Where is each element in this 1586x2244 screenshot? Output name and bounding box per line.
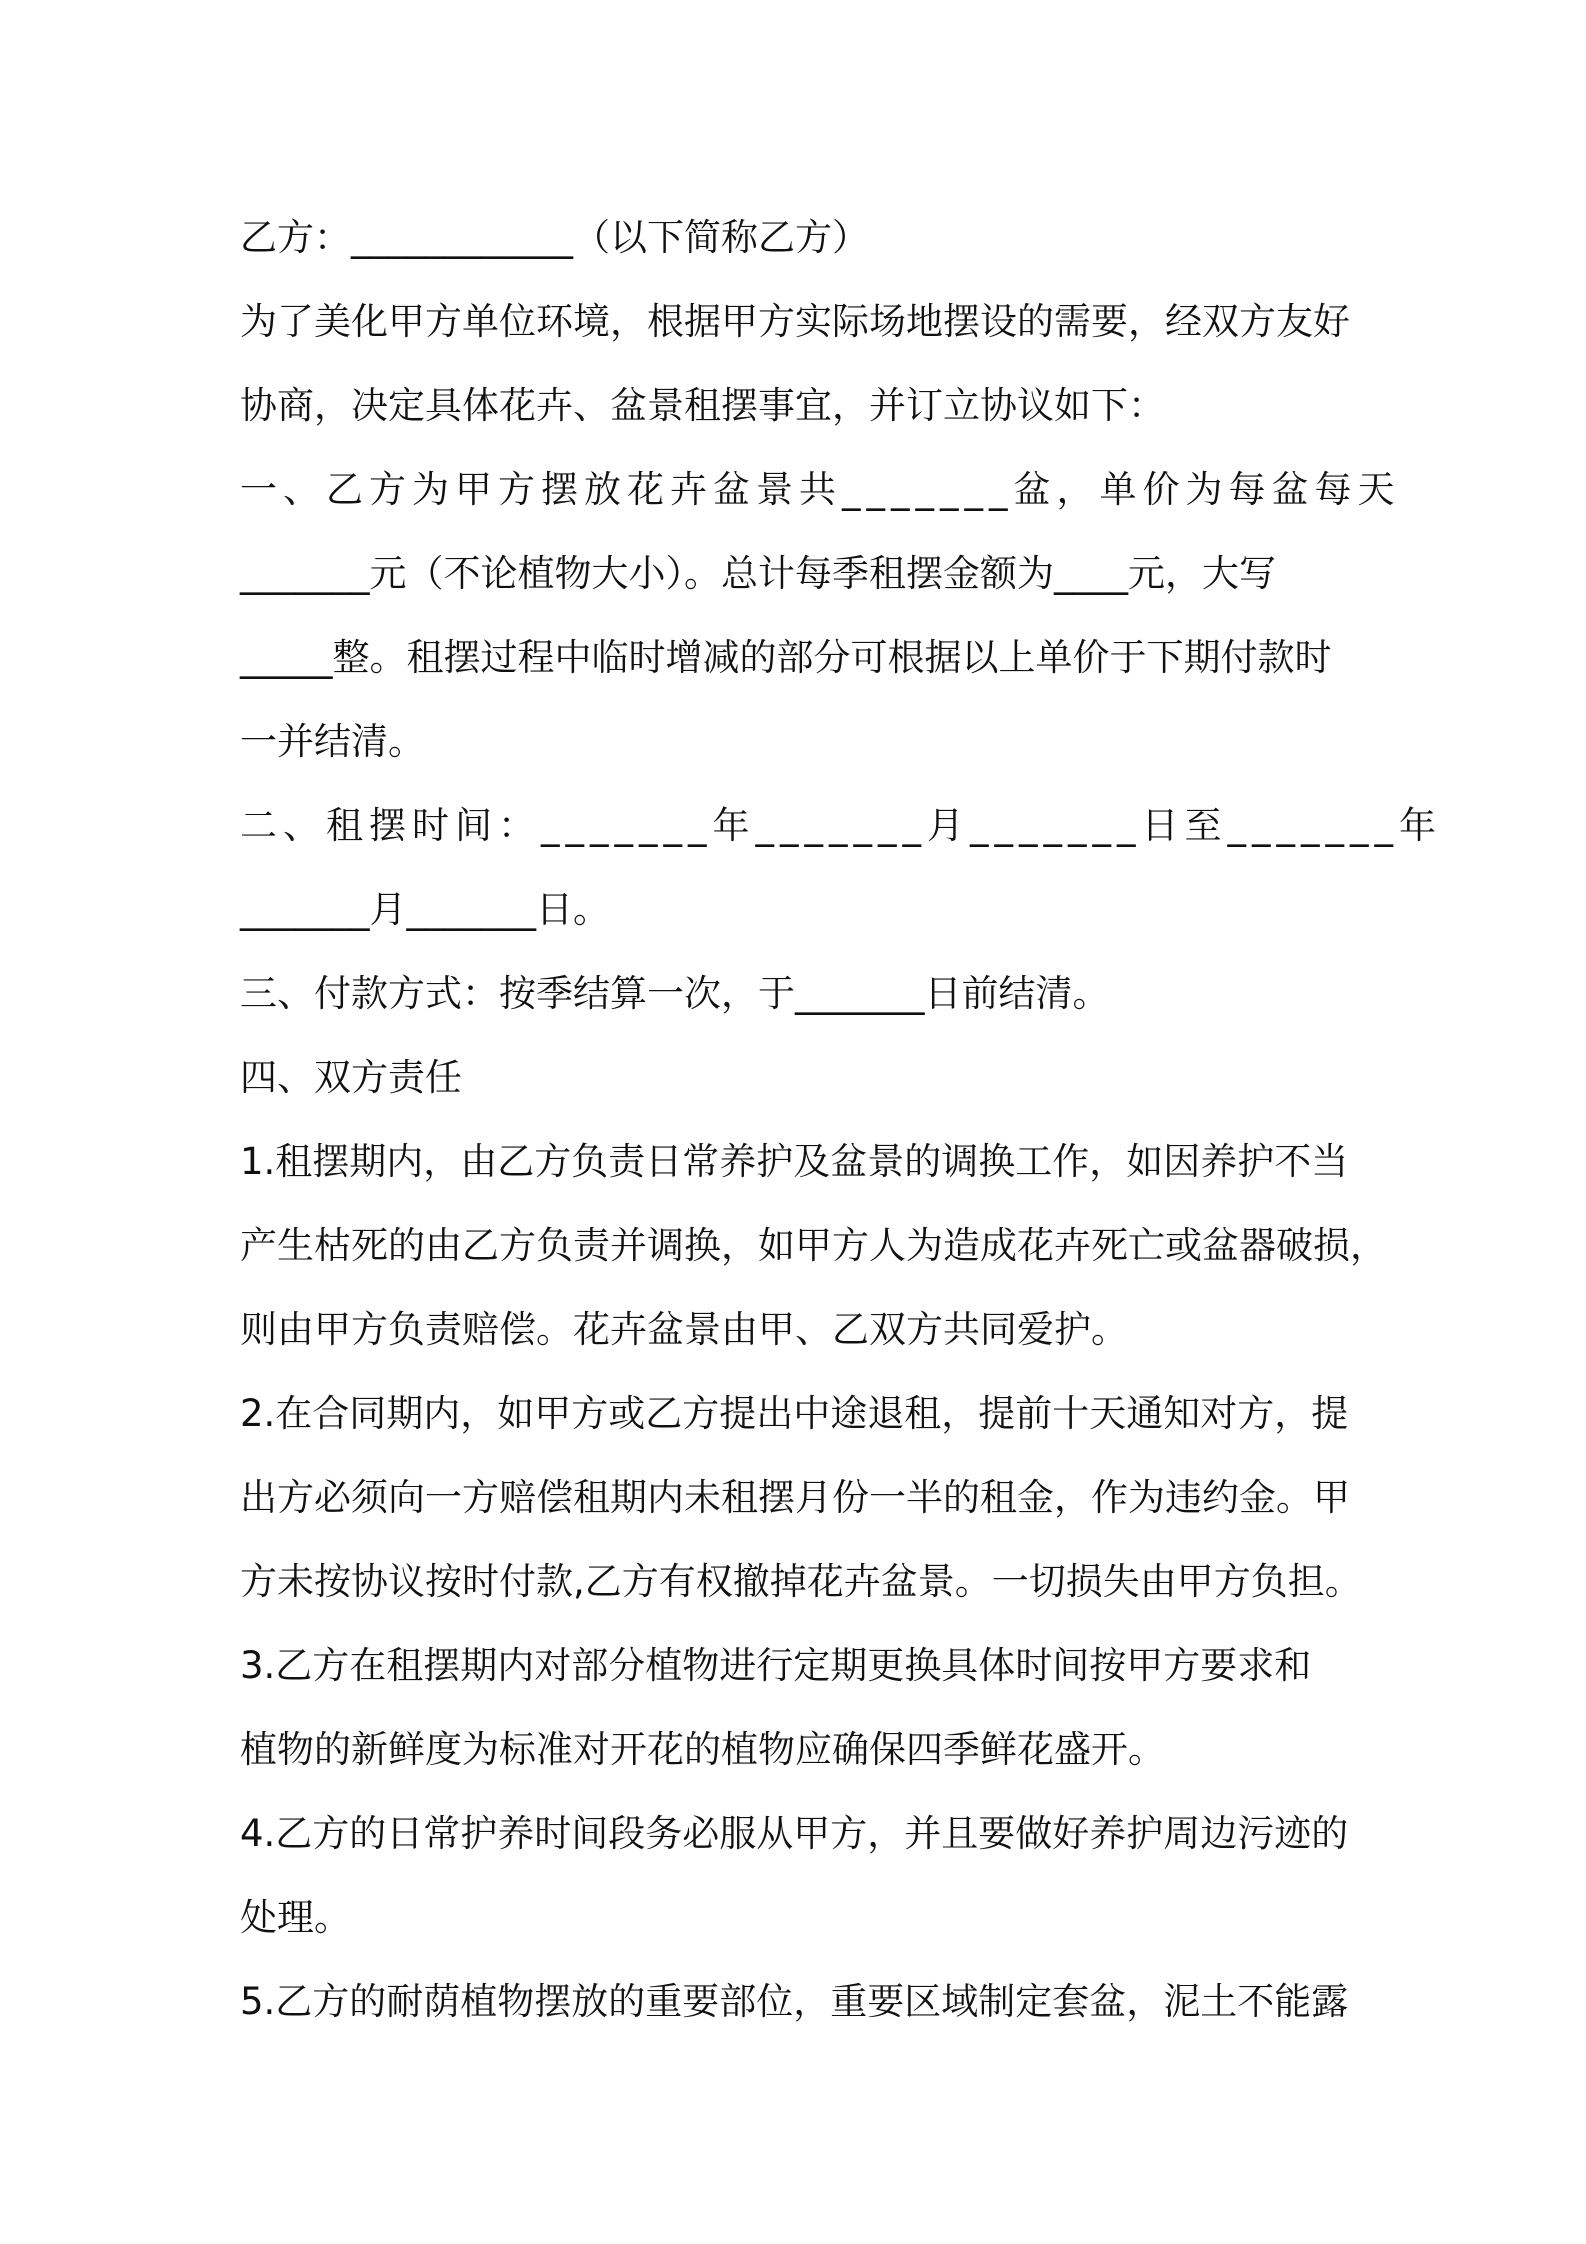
clause-2-line-1: 二、租摆时间：_______年_______月_______日至_______年 [240,804,1442,847]
item-4-line-1: 4.乙方的日常护养时间段务必服从甲方，并且要做好养护周边污迹的 [240,1812,1349,1855]
item-1-line-1: 1.租摆期内，由乙方负责日常养护及盆景的调换工作，如因养护不当 [240,1140,1349,1183]
preamble-line-1: 为了美化甲方单位环境，根据甲方实际场地摆设的需要，经双方友好 [240,300,1350,343]
item-2-line-2: 出方必须向一方赔偿租期内未租摆月份一半的租金，作为违约金。甲 [240,1476,1350,1519]
clause-2-line-2: _______月_______日。 [240,888,610,931]
clause-1-line-3: _____整。租摆过程中临时增减的部分可根据以上单价于下期付款时 [240,636,1332,679]
item-1-line-2: 产生枯死的由乙方负责并调换，如甲方人为造成花卉死亡或盆器破损， [240,1224,1387,1267]
item-3-line-1: 3.乙方在租摆期内对部分植物进行定期更换具体时间按甲方要求和 [240,1644,1312,1687]
clause-3-line: 三、付款方式：按季结算一次，于_______日前结清。 [240,972,1110,1015]
item-2-line-1: 2.在合同期内，如甲方或乙方提出中途退租，提前十天通知对方，提 [240,1392,1349,1435]
contract-body [240,196,1442,2044]
clause-4-heading: 四、双方责任 [240,1056,462,1099]
item-5-line-1: 5.乙方的耐荫植物摆放的重要部位，重要区域制定套盆，泥土不能露 [240,1980,1349,2023]
item-3-line-2: 植物的新鲜度为标准对开花的植物应确保四季鲜花盛开。 [240,1728,1165,1771]
item-1-line-3: 则由甲方负责赔偿。花卉盆景由甲、乙双方共同爱护。 [240,1308,1128,1351]
clause-1-line-1: 一、乙方为甲方摆放花卉盆景共_______盆，单价为每盆每天 [240,468,1401,511]
item-4-line-2: 处理。 [240,1896,351,1939]
item-2-line-3: 方未按协议按时付款,乙方有权撤掉花卉盆景。一切损失由甲方负担。 [240,1560,1362,1603]
preamble-line-2: 协商，决定具体花卉、盆景租摆事宜，并订立协议如下： [240,384,1165,427]
clause-1-line-4: 一并结清。 [240,720,425,763]
clause-1-line-2: _______元（不论植物大小）。总计每季租摆金额为____元，大写 [240,552,1276,595]
party-b-line: 乙方：____________（以下简称乙方） [240,216,869,259]
